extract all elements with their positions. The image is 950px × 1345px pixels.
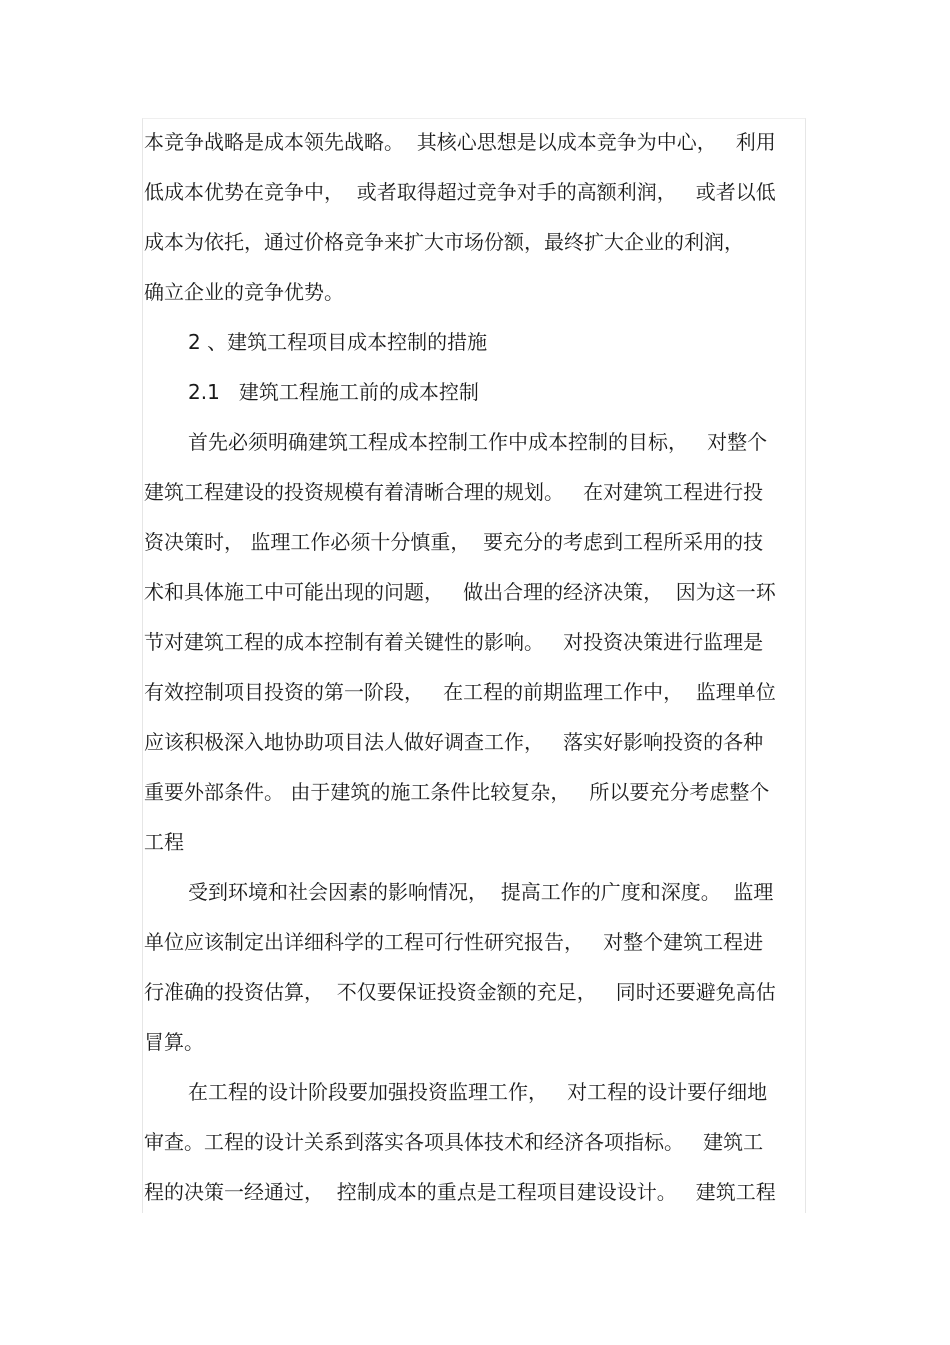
text-line: 资决策时， 监理工作必须十分慎重， 要充分的考虑到工程所采用的技	[144, 530, 764, 554]
text-line: 受到环境和社会因素的影响情况， 提高工作的广度和深度。 监理	[188, 880, 774, 904]
text-line: 成本为依托，通过价格竞争来扩大市场份额，最终扩大企业的利润，	[144, 230, 744, 254]
text-line: 审查。工程的设计关系到落实各项具体技术和经济各项指标。 建筑工	[144, 1130, 764, 1154]
text-line: 低成本优势在竞争中， 或者取得超过竞争对手的高额利润， 或者以低	[144, 180, 776, 204]
section-heading: 2 、建筑工程项目成本控制的措施	[188, 330, 488, 354]
text-line: 术和具体施工中可能出现的问题， 做出合理的经济决策， 因为这一环	[144, 580, 776, 604]
text-line: 本竞争战略是成本领先战略。 其核心思想是以成本竞争为中心， 利用	[144, 130, 776, 154]
text-line: 单位应该制定出详细科学的工程可行性研究报告， 对整个建筑工程进	[144, 930, 764, 954]
text-line: 有效控制项目投资的第一阶段， 在工程的前期监理工作中， 监理单位	[144, 680, 776, 704]
text-line: 行准确的投资估算， 不仅要保证投资金额的充足， 同时还要避免高估	[144, 980, 776, 1004]
text-line: 建筑工程建设的投资规模有着清晰合理的规划。 在对建筑工程进行投	[144, 480, 764, 504]
text-line: 首先必须明确建筑工程成本控制工作中成本控制的目标， 对整个	[188, 430, 768, 454]
text-line: 确立企业的竞争优势。	[144, 280, 344, 304]
text-line: 冒算。	[144, 1030, 204, 1054]
text-line: 节对建筑工程的成本控制有着关键性的影响。 对投资决策进行监理是	[144, 630, 764, 654]
text-line: 应该积极深入地协助项目法人做好调查工作， 落实好影响投资的各种	[144, 730, 764, 754]
subsection-heading: 2.1 建筑工程施工前的成本控制	[188, 380, 479, 404]
text-line: 重要外部条件。 由于建筑的施工条件比较复杂， 所以要充分考虑整个	[144, 780, 770, 804]
text-line: 在工程的设计阶段要加强投资监理工作， 对工程的设计要仔细地	[188, 1080, 768, 1104]
text-line: 程的决策一经通过， 控制成本的重点是工程项目建设设计。 建筑工程	[144, 1180, 776, 1204]
text-line: 工程	[144, 830, 184, 854]
